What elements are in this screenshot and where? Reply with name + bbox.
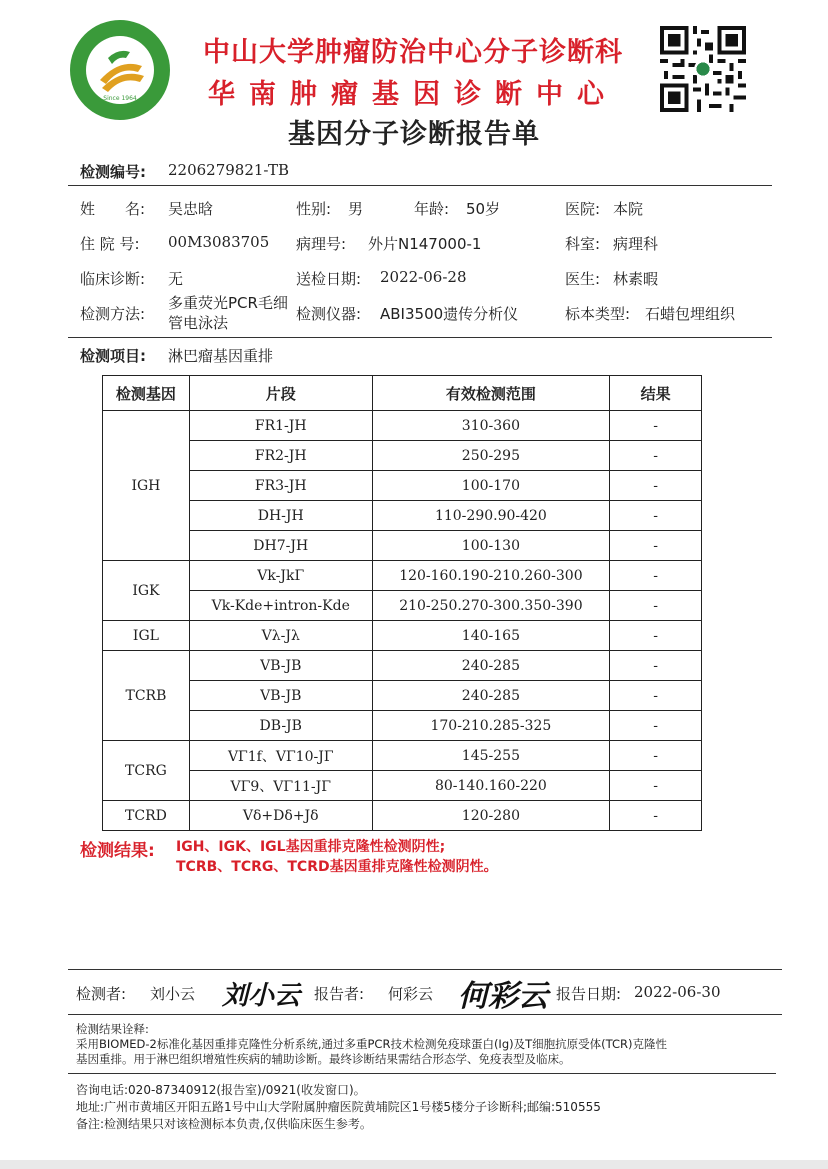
range-cell: 120-280: [372, 801, 610, 831]
page-bottom-bar: [0, 1160, 828, 1169]
table-row: [103, 411, 702, 441]
fragment-cell: DH-JH: [189, 501, 372, 531]
report-date-label: 报告日期:: [556, 985, 622, 1003]
hospital-value: 本院: [613, 200, 644, 218]
divider: [68, 1014, 782, 1015]
age-label: 年龄:: [414, 200, 450, 218]
divider: [68, 185, 772, 186]
result-cell: -: [610, 531, 702, 561]
result-cell: -: [610, 471, 702, 501]
test-item-label: 检测项目:: [80, 347, 146, 365]
reporter-name: 何彩云: [388, 985, 434, 1003]
method-value-line1: 多重荧光PCR毛细: [168, 294, 288, 312]
fragment-cell: FR1-JH: [189, 411, 372, 441]
age-value: 50岁: [466, 200, 501, 218]
method-label: 检测方法:: [80, 305, 146, 323]
conclusion-line1: IGH、IGK、IGL基因重排克隆性检测阴性;: [176, 839, 446, 855]
result-cell: -: [610, 771, 702, 801]
fragment-cell: Vk-JkΓ: [189, 561, 372, 591]
header-fragment: 片段: [189, 376, 372, 411]
test-no-label: 检测编号:: [80, 163, 146, 181]
result-cell: -: [610, 681, 702, 711]
reporter-label: 报告者:: [314, 985, 365, 1003]
result-cell: -: [610, 651, 702, 681]
dept-label: 科室:: [565, 235, 601, 253]
logo-since: Since 1964: [103, 95, 137, 102]
table-row: [103, 441, 702, 471]
hospital-logo: [68, 18, 172, 122]
notes-line1: 采用BIOMED-2标准化基因重排克隆性分析系统,通过多重PCR技术检测免疫球蛋白(Ig)及T细胞抗原受体(TCR)克隆性: [76, 1037, 667, 1051]
qr-code-icon: [660, 26, 746, 112]
instrument-label: 检测仪器:: [296, 305, 362, 323]
range-cell: 170-210.285-325: [372, 711, 610, 741]
pathology-label: 病理号:: [296, 235, 347, 253]
range-cell: 250-295: [372, 441, 610, 471]
conclusion-line2: TCRB、TCRG、TCRD基因重排克隆性检测阴性。: [176, 859, 498, 875]
result-cell: -: [610, 591, 702, 621]
table-row: [103, 501, 702, 531]
fragment-cell: VB-JB: [189, 681, 372, 711]
sex-value: 男: [348, 200, 364, 218]
footer-phone: 咨询电话:020-87340912(报告室)/0921(收发窗口)。: [76, 1083, 366, 1097]
fragment-cell: Vk-Kde+intron-Kde: [189, 591, 372, 621]
table-row: [103, 561, 702, 591]
range-cell: 100-130: [372, 531, 610, 561]
table-row: [103, 591, 702, 621]
fragment-cell: Vδ+Dδ+Jδ: [189, 801, 372, 831]
sample-value: 石蜡包埋组织: [645, 305, 736, 323]
table-header-row: [103, 376, 702, 411]
range-cell: 120-160.190-210.260-300: [372, 561, 610, 591]
sex-label: 性别:: [296, 200, 332, 218]
table-row: [103, 711, 702, 741]
range-cell: 140-165: [372, 621, 610, 651]
fragment-cell: VB-JB: [189, 651, 372, 681]
range-cell: 310-360: [372, 411, 610, 441]
method-value-line2: 管电泳法: [168, 314, 229, 332]
fragment-cell: Vλ-Jλ: [189, 621, 372, 651]
hospital-label: 医院:: [565, 200, 601, 218]
inpatient-value: 00M3083705: [168, 233, 270, 251]
notes-line2: 基因重排。用于淋巴组织增殖性疾病的辅助诊断。最终诊断结果需结合形态学、免疫表型及临床。: [76, 1052, 571, 1066]
hospital-name-line2: 华南肿瘤基因诊断中心: [208, 79, 618, 110]
tester-label: 检测者:: [76, 985, 127, 1003]
dept-value: 病理科: [613, 235, 659, 253]
sample-label: 标本类型:: [565, 305, 631, 323]
gene-cell: TCRG: [103, 741, 190, 801]
instrument-value: ABI3500遗传分析仪: [380, 305, 519, 323]
submit-date-label: 送检日期:: [296, 270, 362, 288]
footer-address: 地址:广州市黄埔区开阳五路1号中山大学附属肿瘤医院黄埔院区1号楼5楼分子诊断科;邮编:510555: [76, 1100, 601, 1114]
range-cell: 80-140.160-220: [372, 771, 610, 801]
result-cell: -: [610, 741, 702, 771]
header-result: 结果: [610, 376, 702, 411]
table-row: [103, 681, 702, 711]
table-row: [103, 531, 702, 561]
hospital-name-line1: 中山大学肿瘤防治中心分子诊断科: [203, 37, 623, 68]
fragment-cell: VΓ9、VΓ11-JΓ: [189, 771, 372, 801]
tester-signature: 刘小云: [222, 981, 301, 1011]
test-no-value: 2206279821-TB: [168, 161, 289, 179]
gene-cell: IGK: [103, 561, 190, 621]
result-cell: -: [610, 501, 702, 531]
name-label: 姓 名:: [80, 200, 146, 218]
divider: [68, 1073, 776, 1074]
doctor-value: 林素暇: [613, 270, 659, 288]
result-cell: -: [610, 621, 702, 651]
result-cell: -: [610, 801, 702, 831]
table-row: [103, 621, 702, 651]
notes-title: 检测结果诠释:: [76, 1022, 149, 1036]
gene-cell: IGL: [103, 621, 190, 651]
range-cell: 145-255: [372, 741, 610, 771]
pathology-value: 外片N147000-1: [368, 235, 482, 253]
range-cell: 240-285: [372, 651, 610, 681]
table-row: [103, 651, 702, 681]
header-range: 有效检测范围: [372, 376, 610, 411]
divider: [68, 337, 772, 338]
submit-date-value: 2022-06-28: [380, 268, 467, 286]
table-row: [103, 801, 702, 831]
table-row: [103, 741, 702, 771]
result-cell: -: [610, 561, 702, 591]
footer-remark: 备注:检测结果只对该检测标本负责,仅供临床医生参考。: [76, 1117, 372, 1131]
doctor-label: 医生:: [565, 270, 601, 288]
report-title: 基因分子诊断报告单: [288, 119, 540, 150]
result-cell: -: [610, 441, 702, 471]
test-item-value: 淋巴瘤基因重排: [168, 347, 274, 365]
diagnosis-label: 临床诊断:: [80, 270, 146, 288]
fragment-cell: FR2-JH: [189, 441, 372, 471]
header-gene: 检测基因: [103, 376, 190, 411]
range-cell: 100-170: [372, 471, 610, 501]
name-value: 吴忠晗: [168, 200, 214, 218]
fragment-cell: DH7-JH: [189, 531, 372, 561]
range-cell: 210-250.270-300.350-390: [372, 591, 610, 621]
gene-cell: TCRB: [103, 651, 190, 741]
diagnosis-value: 无: [168, 270, 184, 288]
reporter-signature: 何彩云: [458, 979, 548, 1014]
gene-cell: IGH: [103, 411, 190, 561]
gene-cell: TCRD: [103, 801, 190, 831]
report-date-value: 2022-06-30: [634, 983, 721, 1001]
result-cell: -: [610, 711, 702, 741]
range-cell: 110-290.90-420: [372, 501, 610, 531]
range-cell: 240-285: [372, 681, 610, 711]
divider: [68, 969, 782, 970]
fragment-cell: FR3-JH: [189, 471, 372, 501]
result-cell: -: [610, 411, 702, 441]
fragment-cell: DB-JB: [189, 711, 372, 741]
fragment-cell: VΓ1f、VΓ10-JΓ: [189, 741, 372, 771]
table-row: [103, 471, 702, 501]
inpatient-label: 住 院 号:: [80, 235, 140, 253]
tester-name: 刘小云: [150, 985, 196, 1003]
table-row: [103, 771, 702, 801]
conclusion-label: 检测结果:: [80, 841, 155, 861]
results-table: [102, 375, 702, 831]
